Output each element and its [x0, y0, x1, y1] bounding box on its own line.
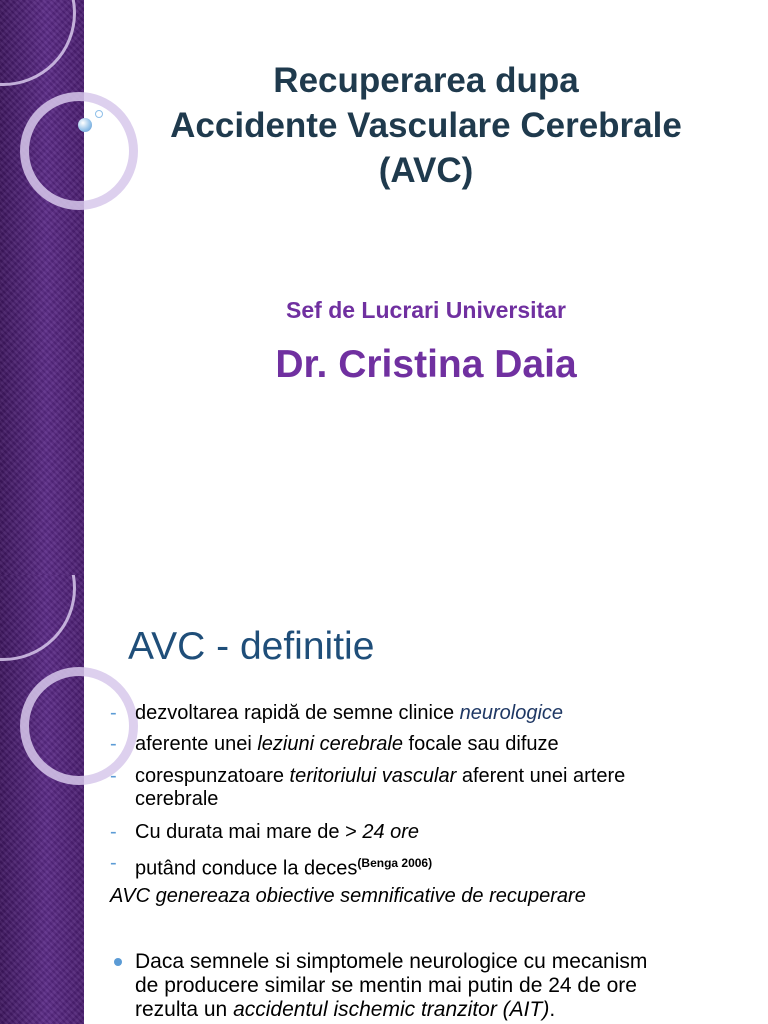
bullet-item: [110, 950, 750, 1022]
title-line: Recuperarea dupa: [273, 61, 579, 100]
author-position: Sef de Lucrari Universitar: [286, 297, 566, 323]
bullet-text: rezulta un: [135, 998, 234, 1021]
list-item: [110, 765, 750, 811]
decorative-band: [0, 0, 84, 575]
item-text: putând conduce la deces: [135, 857, 358, 880]
item-text: corespunzatoare: [135, 765, 290, 787]
dash-marker: -: [110, 733, 117, 755]
item-emphasis: leziuni cerebrale: [257, 733, 403, 755]
slide-title: [84, 58, 768, 193]
list-item: [110, 702, 750, 725]
item-emphasis: neurologice: [459, 702, 564, 724]
item-text: Cu durata mai mare de >: [135, 821, 363, 843]
item-emphasis: 24 ore: [362, 821, 420, 843]
bullet-line: de producere similar se mentin mai putin de 24 de ore: [135, 974, 637, 997]
title-line: Accidente Vasculare Cerebrale: [170, 106, 682, 145]
slide-heading: AVC - definitie: [128, 625, 375, 668]
item-text: dezvoltarea rapidă de semne clinice: [135, 702, 460, 724]
dash-marker: -: [110, 702, 117, 724]
bullet-text: .: [549, 998, 556, 1021]
dash-marker: -: [110, 765, 117, 787]
bullet-emphasis: accidentul ischemic tranzitor (AIT): [233, 998, 550, 1021]
note-text: AVC genereaza obiective semnificative de recuperare: [110, 885, 586, 907]
item-text: focale sau difuze: [402, 733, 559, 755]
list-item: [110, 852, 750, 881]
item-text: aferente unei: [135, 733, 258, 755]
bullet-dot-icon: [114, 958, 122, 966]
definition-slide: [0, 575, 768, 1024]
dash-marker: -: [110, 821, 117, 843]
item-continuation: cerebrale: [135, 788, 219, 810]
citation: (Benga 2006): [357, 856, 433, 870]
item-emphasis: teritoriului vascular: [289, 765, 457, 787]
decorative-band: [0, 575, 84, 1024]
list-item: [110, 821, 750, 844]
title-line: (AVC): [378, 151, 474, 190]
list-item: [110, 733, 750, 756]
ring-icon: [0, 0, 76, 86]
author-name: Dr. Cristina Daia: [275, 343, 577, 386]
item-text: aferent unei artere: [456, 765, 626, 787]
ring-icon: [0, 575, 76, 661]
dash-marker: -: [110, 852, 117, 874]
bullet-line: Daca semnele si simptomele neurologice cu mecanism: [135, 950, 648, 973]
